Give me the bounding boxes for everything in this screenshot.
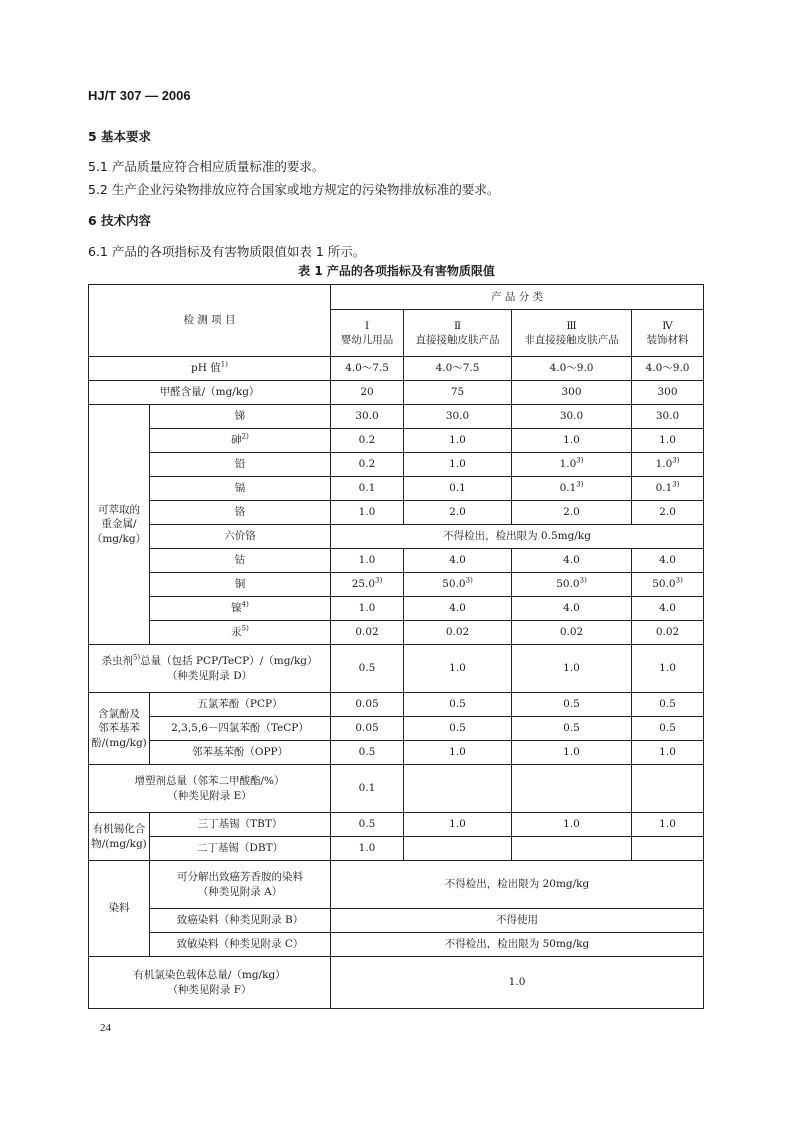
cell-value: 0.5 xyxy=(512,717,632,741)
cell-value: 不得检出，检出限为 50mg/kg xyxy=(331,933,704,957)
table-row xyxy=(89,453,704,477)
cell-value: 4.0 xyxy=(632,549,704,573)
cell-value: 0.5 xyxy=(404,717,512,741)
row-label: 致癌染料（种类见附录 B） xyxy=(150,909,331,933)
cell-value: 0.1$^{3)}$ xyxy=(512,477,632,501)
cell-value: 1.0 xyxy=(404,453,512,477)
cell-empty xyxy=(632,765,704,813)
cell-value: 0.5 xyxy=(331,741,404,765)
table-row xyxy=(89,717,704,741)
cell-value: 2.0 xyxy=(404,501,512,525)
cell-value: 4.0～7.5 xyxy=(331,357,404,381)
cell-value: 1.0 xyxy=(512,813,632,837)
cell-value: 4.0 xyxy=(632,597,704,621)
table-row xyxy=(89,837,704,861)
cell-value xyxy=(512,837,632,861)
table-row xyxy=(89,765,704,813)
table-row xyxy=(89,909,704,933)
table-row xyxy=(89,693,704,717)
cell-value: 30.0 xyxy=(404,405,512,429)
row-label: 二丁基锡（DBT） xyxy=(150,837,331,861)
cell-value: 0.5 xyxy=(632,693,704,717)
section-6-title: 6 技术内容 xyxy=(88,213,152,228)
cell-value: 不得检出，检出限为 0.5mg/kg xyxy=(331,525,704,549)
cell-value: 1.0 xyxy=(632,429,704,453)
cell-value: 0.5 xyxy=(404,693,512,717)
row-label: 邻苯基苯酚（OPP） xyxy=(150,741,331,765)
table-row xyxy=(89,477,704,501)
cell-value xyxy=(632,837,704,861)
cell-value: 20 xyxy=(331,381,404,405)
row-label: 增塑剂总量（邻苯二甲酸酯/%） （种类见附录 E） xyxy=(89,765,331,813)
cell-value: 2.0 xyxy=(632,501,704,525)
cell-value: 不得检出，检出限为 20mg/kg xyxy=(331,861,704,909)
cell-value: 1.0$^{3)}$ xyxy=(512,453,632,477)
cell-value: 1.0 xyxy=(404,741,512,765)
cell-value: 2.0 xyxy=(512,501,632,525)
class-4: Ⅳ 装饰材料 xyxy=(632,310,704,357)
cell-value: 4.0 xyxy=(512,549,632,573)
cell-value xyxy=(404,837,512,861)
row-label: 杀虫剂$^{5)}$总量（包括 PCP/TeCP）/（mg/kg） （种类见附录 D） xyxy=(89,645,331,693)
table-row xyxy=(89,429,704,453)
cell-value: 4.0 xyxy=(404,597,512,621)
row-label: 有机氯染色载体总量/（mg/kg） （种类见附录 F） xyxy=(89,957,331,1009)
cell-value: 50.0$^{3)}$ xyxy=(512,573,632,597)
table-row xyxy=(89,861,704,909)
row-label: 钴 xyxy=(150,549,331,573)
cell-value: 30.0 xyxy=(512,405,632,429)
cell-value: 0.2 xyxy=(331,453,404,477)
cell-value: 75 xyxy=(404,381,512,405)
row-label: 砷$^{2)}$ xyxy=(150,429,331,453)
cell-value: 1.0 xyxy=(404,429,512,453)
cell-value: 0.1 xyxy=(331,765,404,813)
group-heavy-metals: 可萃取的 重金属/ （mg/kg） xyxy=(89,405,150,645)
row-label: 铬 xyxy=(150,501,331,525)
cell-value: 0.1 xyxy=(331,477,404,501)
group-dyes: 染料 xyxy=(89,861,150,957)
row-label: 六价铬 xyxy=(150,525,331,549)
cell-value: 30.0 xyxy=(331,405,404,429)
class-2: Ⅱ 直接接触皮肤产品 xyxy=(404,310,512,357)
row-label: 2,3,5,6－四氯苯酚（TeCP） xyxy=(150,717,331,741)
cell-value: 0.05 xyxy=(331,717,404,741)
cell-value: 1.0$^{3)}$ xyxy=(632,453,704,477)
row-label: 锑 xyxy=(150,405,331,429)
row-label: 镉 xyxy=(150,477,331,501)
row-label: 镍$^{4)}$ xyxy=(150,597,331,621)
row-label: 汞$^{5)}$ xyxy=(150,621,331,645)
cell-value: 4.0～9.0 xyxy=(512,357,632,381)
cell-value: 1.0 xyxy=(331,501,404,525)
clause-5-1: 5.1 产品质量应符合相应质量标准的要求。 xyxy=(88,159,325,174)
table-row xyxy=(89,741,704,765)
header-classification: 产 品 分 类 xyxy=(331,285,704,310)
table-row xyxy=(89,405,704,429)
table-title: 表 1 产品的各项指标及有害物质限值 xyxy=(298,264,495,278)
limits-table xyxy=(88,284,704,1009)
cell-value: 1.0 xyxy=(512,741,632,765)
table-row xyxy=(89,525,704,549)
cell-value: 1.0 xyxy=(331,597,404,621)
cell-empty xyxy=(512,765,632,813)
section-5-title: 5 基本要求 xyxy=(88,129,152,144)
page-number: 24 xyxy=(100,1022,111,1034)
table-row xyxy=(89,573,704,597)
cell-value: 25.0$^{3)}$ xyxy=(331,573,404,597)
row-label: 三丁基锡（TBT） xyxy=(150,813,331,837)
cell-value: 0.02 xyxy=(404,621,512,645)
cell-value: 30.0 xyxy=(632,405,704,429)
cell-value: 1.0 xyxy=(632,741,704,765)
cell-value: 4.0 xyxy=(404,549,512,573)
table-header-row xyxy=(89,285,704,310)
clause-5-2: 5.2 生产企业污染物排放应符合国家或地方规定的污染物排放标准的要求。 xyxy=(88,182,500,197)
cell-value: 4.0～7.5 xyxy=(404,357,512,381)
cell-value: 4.0 xyxy=(512,597,632,621)
cell-value: 1.0 xyxy=(331,837,404,861)
cell-value: 0.05 xyxy=(331,693,404,717)
cell-value: 1.0 xyxy=(331,957,704,1009)
cell-value: 不得使用 xyxy=(331,909,704,933)
row-label: 铜 xyxy=(150,573,331,597)
group-phenols: 含氯酚及 邻苯基苯 酚/(mg/kg) xyxy=(89,693,150,765)
cell-value: 1.0 xyxy=(404,813,512,837)
row-label: 可分解出致癌芳香胺的染料 （种类见附录 A） xyxy=(150,861,331,909)
table-row xyxy=(89,597,704,621)
table-row xyxy=(89,381,704,405)
table-row xyxy=(89,957,704,1009)
cell-value: 50.0$^{3)}$ xyxy=(404,573,512,597)
row-label: 五氯苯酚（PCP） xyxy=(150,693,331,717)
document-code: HJ/T 307 — 2006 xyxy=(88,88,191,103)
cell-value: 1.0 xyxy=(632,813,704,837)
class-1: Ⅰ 婴幼儿用品 xyxy=(331,310,404,357)
cell-value: 1.0 xyxy=(632,645,704,693)
table-row xyxy=(89,813,704,837)
cell-value: 0.5 xyxy=(331,645,404,693)
cell-value: 0.1$^{3)}$ xyxy=(632,477,704,501)
cell-value: 0.5 xyxy=(632,717,704,741)
row-label: 甲醛含量/（mg/kg） xyxy=(89,381,331,405)
cell-value: 0.2 xyxy=(331,429,404,453)
header-item: 检 测 项 目 xyxy=(89,285,331,357)
group-organotin: 有机锡化合 物/(mg/kg) xyxy=(89,813,150,861)
table-row xyxy=(89,621,704,645)
clause-6-1: 6.1 产品的各项指标及有害物质限值如表 1 所示。 xyxy=(88,244,366,259)
cell-value: 1.0 xyxy=(512,429,632,453)
cell-value: 300 xyxy=(632,381,704,405)
cell-empty xyxy=(404,765,512,813)
table-row xyxy=(89,501,704,525)
row-label: 铅 xyxy=(150,453,331,477)
cell-value: 0.02 xyxy=(512,621,632,645)
cell-value: 0.02 xyxy=(331,621,404,645)
cell-value: 0.5 xyxy=(331,813,404,837)
cell-value: 0.1 xyxy=(404,477,512,501)
row-label: pH 值$^{1)}$ xyxy=(89,357,331,381)
cell-value: 0.02 xyxy=(632,621,704,645)
cell-value: 1.0 xyxy=(404,645,512,693)
table-row xyxy=(89,549,704,573)
cell-value: 50.0$^{3)}$ xyxy=(632,573,704,597)
class-3: Ⅲ 非直接接触皮肤产品 xyxy=(512,310,632,357)
table-row xyxy=(89,933,704,957)
table-row xyxy=(89,645,704,693)
cell-value: 300 xyxy=(512,381,632,405)
cell-value: 0.5 xyxy=(512,693,632,717)
table-row xyxy=(89,357,704,381)
cell-value: 1.0 xyxy=(512,645,632,693)
row-label: 致敏染料（种类见附录 C） xyxy=(150,933,331,957)
cell-value: 4.0～9.0 xyxy=(632,357,704,381)
cell-value: 1.0 xyxy=(331,549,404,573)
